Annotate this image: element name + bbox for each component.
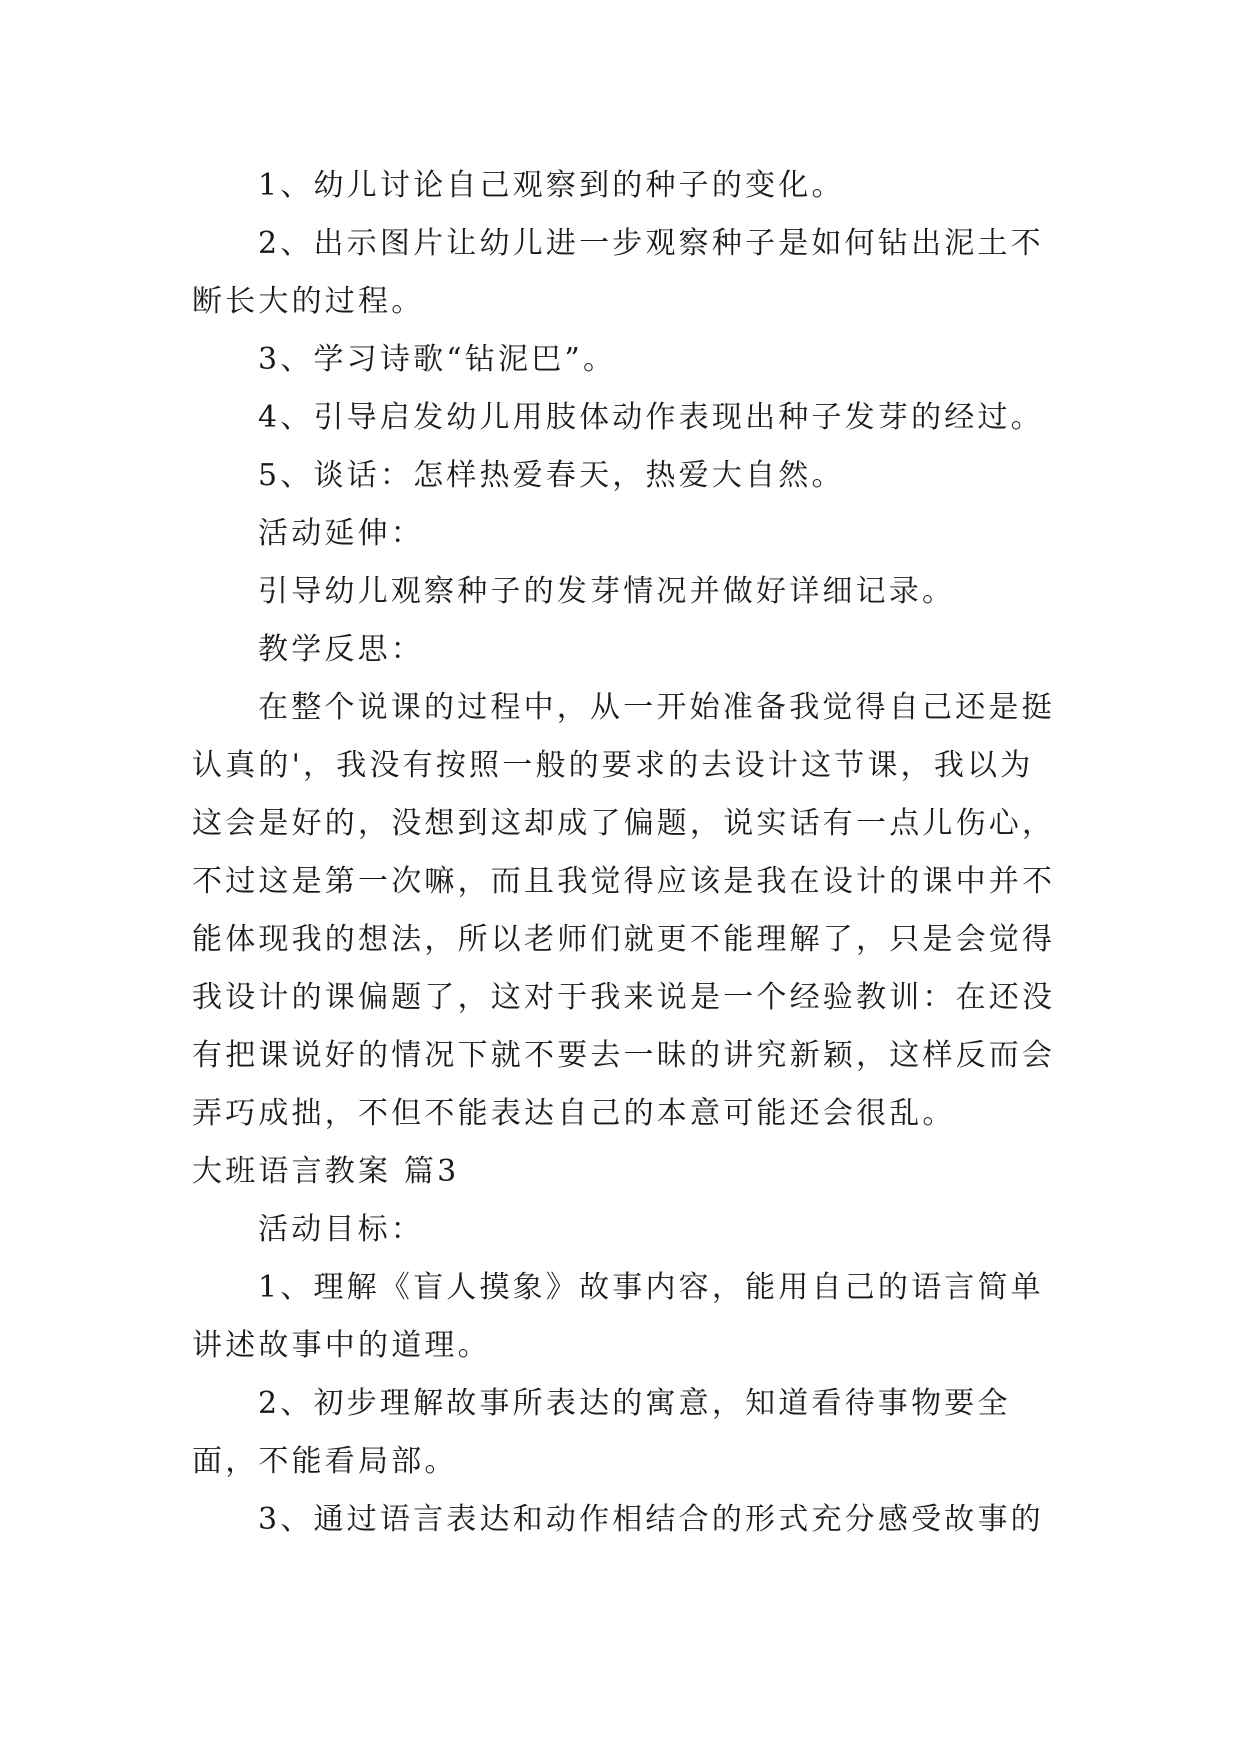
activity-extension-label: 活动延伸： [258, 516, 424, 551]
goal-1-paragraph: 1、理解《盲人摸象》故事内容，能用自己的语言简单讲述故事中的道理。 [192, 1270, 1044, 1363]
activity-goals-label: 活动目标： [258, 1212, 424, 1247]
step-4-paragraph: 4、引导启发幼儿用肢体动作表现出种子发芽的经过。 [258, 400, 1044, 435]
teaching-reflection-label: 教学反思： [258, 632, 424, 667]
document-body [192, 157, 1060, 1549]
activity-extension-paragraph: 引导幼儿观察种子的发芽情况并做好详细记录。 [258, 574, 956, 609]
section-heading: 大班语言教案 篇3 [192, 1154, 460, 1189]
teaching-reflection-paragraph: 在整个说课的过程中，从一开始准备我觉得自己还是挺认真的'，我没有按照一般的要求的去设计这节课，我以为这会是好的，没想到这却成了偏题，说实话有一点儿伤心，不过这是第一次嘛，而且我觉得应该是我在设计的课中并不能体现我的想法，所以老师们就更不能理解了，只是会觉得我设计的课偏题了，这对于我来说是一个经验教训：在还没有把课说好的情况下就不要去一昧的讲究新颖，这样反而会弄巧成拙，不但不能表达自己的本意可能还会很乱。 [192, 690, 1056, 1131]
goal-2-paragraph: 2、初步理解故事所表达的寓意，知道看待事物要全面，不能看局部。 [192, 1386, 1011, 1479]
step-2-paragraph: 2、出示图片让幼儿进一步观察种子是如何钻出泥土不断长大的过程。 [192, 226, 1044, 319]
step-5-paragraph: 5、谈话：怎样热爱春天，热爱大自然。 [258, 458, 845, 493]
goal-3-paragraph: 3、通过语言表达和动作相结合的形式充分感受故事的 [258, 1502, 1044, 1537]
step-3-paragraph: 3、学习诗歌“钻泥巴”。 [258, 342, 617, 377]
step-1-paragraph: 1、幼儿讨论自己观察到的种子的变化。 [258, 168, 845, 203]
